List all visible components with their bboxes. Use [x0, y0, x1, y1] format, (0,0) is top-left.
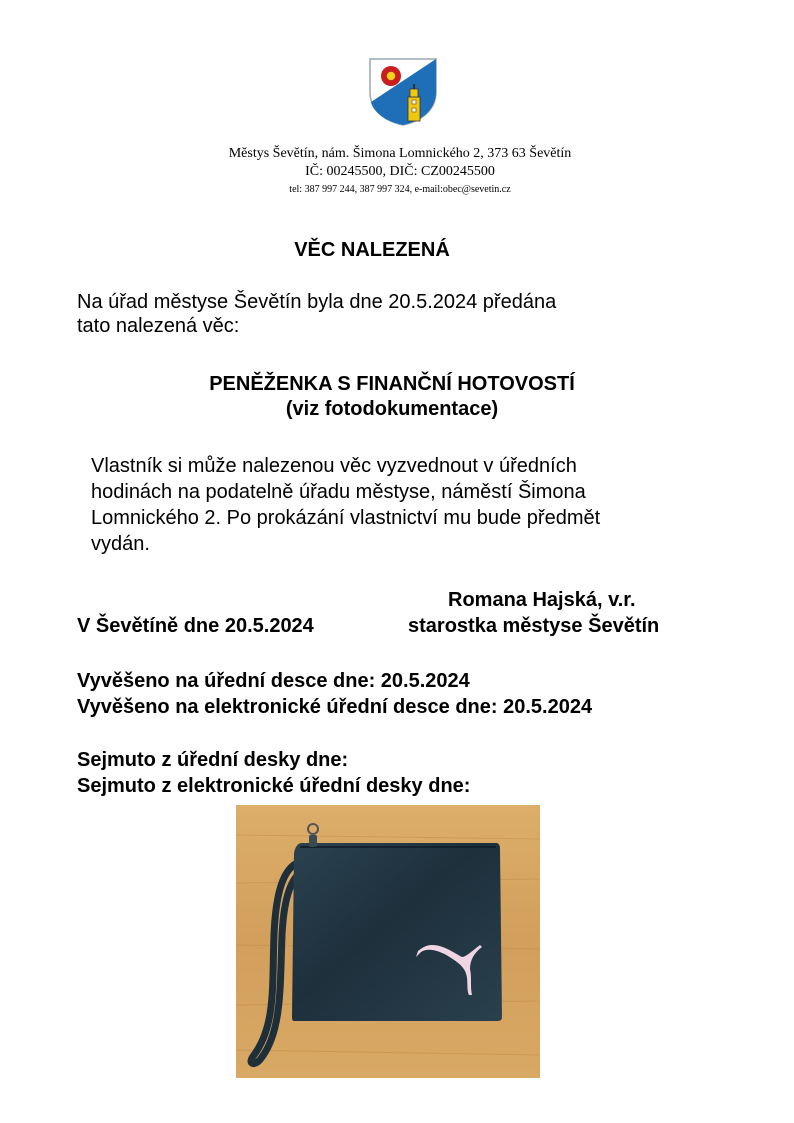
contact-line: tel: 387 997 244, 387 997 324, e-mail:obec@sevetin.cz — [289, 184, 511, 195]
signer-name: Romana Hajská, v.r. — [448, 589, 636, 611]
body-line: Vlastník si může nalezenou věc vyzvednout v úředních — [91, 455, 577, 477]
coat-of-arms-icon — [366, 56, 440, 126]
intro-line: tato nalezená věc: — [77, 315, 240, 337]
found-item — [0, 372, 784, 422]
posted-board-date: Vyvěšeno na úřední desce dne: 20.5.2024 — [77, 670, 470, 692]
body-line: vydán. — [91, 533, 150, 555]
pickup-instructions — [91, 453, 731, 557]
posted-eboard-date: Vyvěšeno na elektronické úřední desce dne: 20.5.2024 — [77, 696, 593, 718]
item-note: (viz fotodokumentace) — [285, 398, 499, 420]
intro-paragraph — [77, 290, 717, 338]
rose-icon — [381, 66, 401, 86]
body-line: hodinách na podatelně úřadu městyse, náměstí Šimona — [91, 481, 586, 503]
item-name: PENĚŽENKA S FINANČNÍ HOTOVOSTÍ — [209, 373, 575, 395]
intro-line: Na úřad městyse Ševětín byla dne 20.5.2024 předána — [77, 291, 557, 313]
tower-icon — [408, 84, 420, 121]
signer-role: starostka městyse Ševětín — [408, 615, 660, 637]
body-line: Lomnického 2. Po prokázání vlastnictví mu bude předmět — [91, 507, 601, 529]
removed-eboard-date: Sejmuto z elektronické úřední desky dne: — [77, 775, 471, 797]
removed-board-date: Sejmuto z úřední desky dne: — [77, 749, 349, 771]
company-ids: IČ: 00245500, DIČ: CZ00245500 — [305, 164, 495, 179]
document-title: VĚC NALEZENÁ — [294, 239, 450, 261]
address-line: Městys Ševětín, nám. Šimona Lomnického 2, 373 63 Ševětín — [228, 146, 572, 161]
place-date: V Ševětíně dne 20.5.2024 — [77, 615, 314, 637]
wallet-photo — [236, 805, 540, 1078]
